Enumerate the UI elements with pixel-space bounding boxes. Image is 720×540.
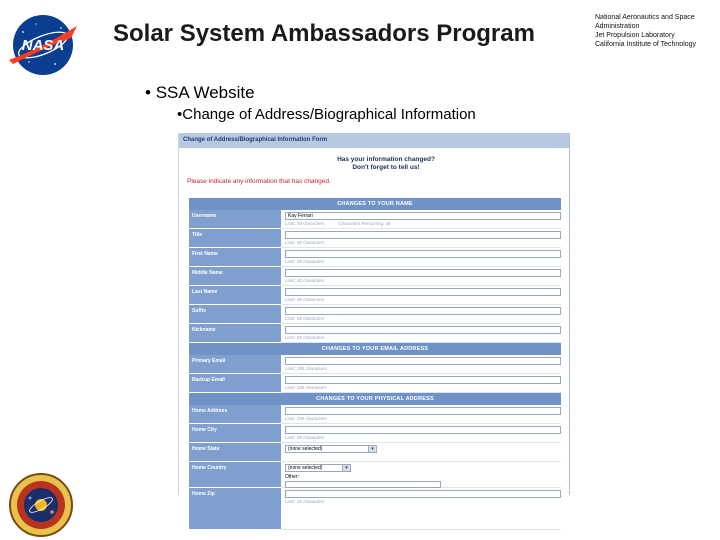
home-address-label: Home Address (189, 405, 281, 424)
form-prompt-line2: Don't forget to tell us! (352, 164, 420, 171)
last-name-hint: Limit: 50 characters (285, 297, 325, 302)
field-row-home-state (189, 443, 561, 462)
field-row-last-name (189, 286, 561, 305)
org-line: California Institute of Technology (595, 41, 697, 48)
field-row-middle-name (189, 267, 561, 286)
org-line: National Aeronautics and Space (595, 14, 695, 21)
field-row-primary-email (189, 355, 561, 374)
section-email-changes: CHANGES TO YOUR EMAIL ADDRESS (189, 343, 561, 355)
first-name-label: First Name (189, 248, 281, 267)
nasa-logo (5, 12, 81, 78)
home-country-label: Home Country (189, 462, 281, 488)
slide-title: Solar System Ambassadors Program (113, 20, 535, 47)
change-of-address-form (178, 133, 570, 504)
home-state-selected: (none selected) (288, 446, 323, 452)
field-row-nickname (189, 324, 561, 343)
username-hint-remaining: Characters Remaining: 39 (338, 221, 391, 226)
field-row-home-address (189, 405, 561, 424)
form-header: Change of Address/Biographical Information Form (179, 133, 569, 148)
org-line: Jet Propulsion Laboratory (595, 32, 675, 39)
last-name-label: Last Name (189, 286, 281, 305)
home-city-input[interactable] (285, 426, 561, 434)
suffix-input[interactable] (285, 307, 561, 315)
first-name-input[interactable] (285, 250, 561, 258)
bullet-ssa-website: • SSA Website (145, 83, 255, 102)
home-country-selected: (none selected) (288, 465, 323, 471)
field-row-first-name (189, 248, 561, 267)
form-body (189, 198, 561, 530)
backup-email-hint: Limit: 255 characters (285, 385, 327, 390)
bullet-change-of-address-text: Change of Address/Biographical Information (182, 106, 476, 123)
form-instruction: Please indicate any information that has changed. (187, 178, 331, 185)
primary-email-hint: Limit: 255 characters (285, 366, 327, 371)
field-row-home-country (189, 462, 561, 488)
username-input[interactable]: Kay Ferrari (285, 212, 561, 220)
form-prompt (203, 156, 569, 172)
username-hint (285, 221, 561, 226)
home-state-select[interactable] (285, 445, 377, 453)
home-zip-hint: Limit: 20 characters (285, 499, 325, 504)
field-row-title (189, 229, 561, 248)
username-label: Username (189, 210, 281, 229)
organization-lines (595, 13, 720, 49)
suffix-label: Suffix (189, 305, 281, 324)
nickname-hint: Limit: 50 characters (285, 335, 325, 340)
home-zip-label: Home Zip (189, 488, 281, 530)
home-zip-input[interactable] (285, 490, 561, 498)
home-address-input[interactable] (285, 407, 561, 415)
backup-email-label: Backup Email (189, 374, 281, 393)
home-country-other-label: Other: (285, 474, 299, 480)
home-country-select[interactable] (285, 464, 351, 472)
nickname-input[interactable] (285, 326, 561, 334)
field-row-username (189, 210, 561, 229)
ssa-mission-patch (8, 472, 74, 538)
chevron-down-icon: ▾ (368, 446, 376, 452)
section-name-changes: CHANGES TO YOUR NAME (189, 198, 561, 210)
home-city-label: Home City (189, 424, 281, 443)
field-row-backup-email (189, 374, 561, 393)
bullet-ssa-website-text: SSA Website (155, 83, 255, 102)
section-physical-address-changes: CHANGES TO YOUR PHYSICAL ADDRESS (189, 393, 561, 405)
last-name-input[interactable] (285, 288, 561, 296)
org-line: Administration (595, 23, 640, 30)
backup-email-input[interactable] (285, 376, 561, 384)
form-prompt-line1: Has your information changed? (337, 156, 435, 163)
title-hint: Limit: 50 characters (285, 240, 325, 245)
title-label: Title (189, 229, 281, 248)
field-row-home-zip (189, 488, 561, 530)
field-row-suffix (189, 305, 561, 324)
home-city-hint: Limit: 50 characters (285, 435, 325, 440)
home-state-label: Home State (189, 443, 281, 462)
primary-email-input[interactable] (285, 357, 561, 365)
home-country-other-input[interactable] (285, 481, 441, 488)
nickname-label: Nickname (189, 324, 281, 343)
suffix-hint: Limit: 50 characters (285, 316, 325, 321)
bullet-change-of-address: •Change of Address/Biographical Information (177, 106, 476, 123)
field-row-home-city (189, 424, 561, 443)
primary-email-label: Primary Email (189, 355, 281, 374)
first-name-hint: Limit: 50 characters (285, 259, 325, 264)
middle-name-input[interactable] (285, 269, 561, 277)
middle-name-hint: Limit: 50 characters (285, 278, 325, 283)
username-hint-limit: Limit: 50 characters (285, 221, 325, 226)
nasa-logo-text: NASA (21, 37, 65, 54)
title-input[interactable] (285, 231, 561, 239)
home-address-hint: Limit: 255 characters (285, 416, 327, 421)
middle-name-label: Middle Name (189, 267, 281, 286)
chevron-down-icon: ▾ (342, 465, 350, 471)
